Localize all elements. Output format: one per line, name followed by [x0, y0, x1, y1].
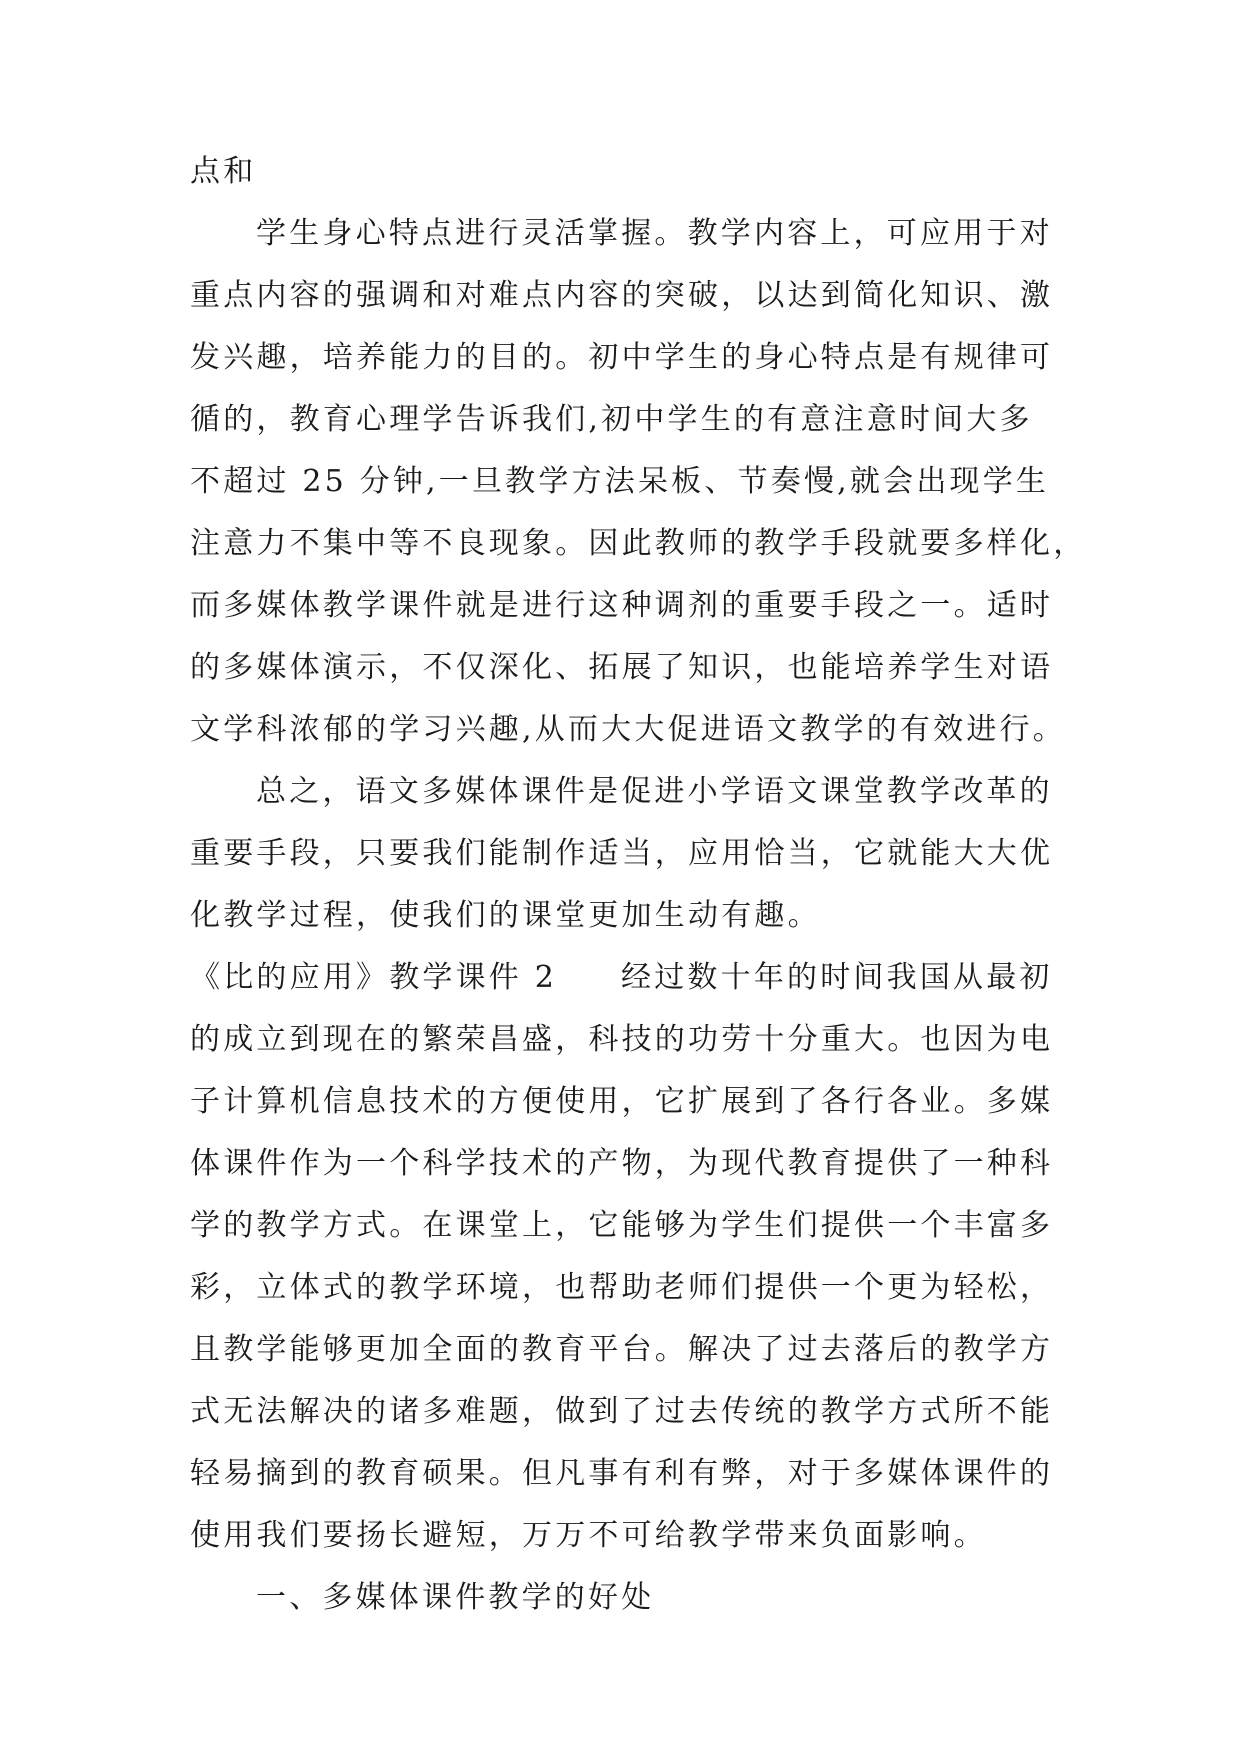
text-line: 彩，立体式的教学环境，也帮助老师们提供一个更为轻松， — [190, 1270, 1054, 1305]
section-title: 《比的应用》教学课件 2 — [190, 960, 558, 995]
text-line: 的成立到现在的繁荣昌盛，科技的功劳十分重大。也因为电 — [190, 1022, 1054, 1057]
section-first-sentence: 经过数十年的时间我国从最初 — [621, 960, 1053, 995]
text-line: 式无法解决的诸多难题，做到了过去传统的教学方式所不能 — [190, 1394, 1054, 1429]
paragraph-start-line: 学生身心特点进行灵活掌握。教学内容上，可应用于对 — [256, 216, 1053, 251]
text-line: 循的，教育心理学告诉我们,初中学生的有意注意时间大多 — [190, 402, 1033, 437]
text-line: 的多媒体演示，不仅深化、拓展了知识，也能培养学生对语 — [190, 650, 1054, 685]
text-line: 发兴趣，培养能力的目的。初中学生的身心特点是有规律可 — [190, 340, 1054, 375]
text-line: 不超过 25 分钟,一旦教学方法呆板、节奏慢,就会出现学生 — [190, 464, 1050, 499]
subheading-line: 一、多媒体课件教学的好处 — [256, 1580, 655, 1615]
text-line: 重点内容的强调和对难点内容的突破，以达到简化知识、激 — [190, 278, 1054, 313]
text-line: 体课件作为一个科学技术的产物，为现代教育提供了一种科 — [190, 1146, 1054, 1181]
text-line: 重要手段，只要我们能制作适当，应用恰当，它就能大大优 — [190, 836, 1054, 871]
text-line: 化教学过程，使我们的课堂更加生动有趣。 — [190, 898, 821, 933]
text-line: 子计算机信息技术的方便使用，它扩展到了各行各业。多媒 — [190, 1084, 1054, 1119]
section-heading-line — [190, 958, 1053, 998]
text-line: 学的教学方式。在课堂上，它能够为学生们提供一个丰富多 — [190, 1208, 1054, 1243]
text-line: 而多媒体教学课件就是进行这种调剂的重要手段之一。适时 — [190, 588, 1054, 623]
text-line: 注意力不集中等不良现象。因此教师的教学手段就要多样化， — [190, 526, 1087, 561]
text-line: 文学科浓郁的学习兴趣,从而大大促进语文教学的有效进行。 — [190, 712, 1066, 747]
text-line: 使用我们要扬长避短，万万不可给教学带来负面影响。 — [190, 1518, 987, 1553]
paragraph-start-line: 总之，语文多媒体课件是促进小学语文课堂教学改革的 — [256, 774, 1053, 809]
text-line: 轻易摘到的教育硕果。但凡事有利有弊，对于多媒体课件的 — [190, 1456, 1054, 1491]
text-line: 且教学能够更加全面的教育平台。解决了过去落后的教学方 — [190, 1332, 1054, 1367]
text-line: 点和 — [190, 154, 257, 189]
